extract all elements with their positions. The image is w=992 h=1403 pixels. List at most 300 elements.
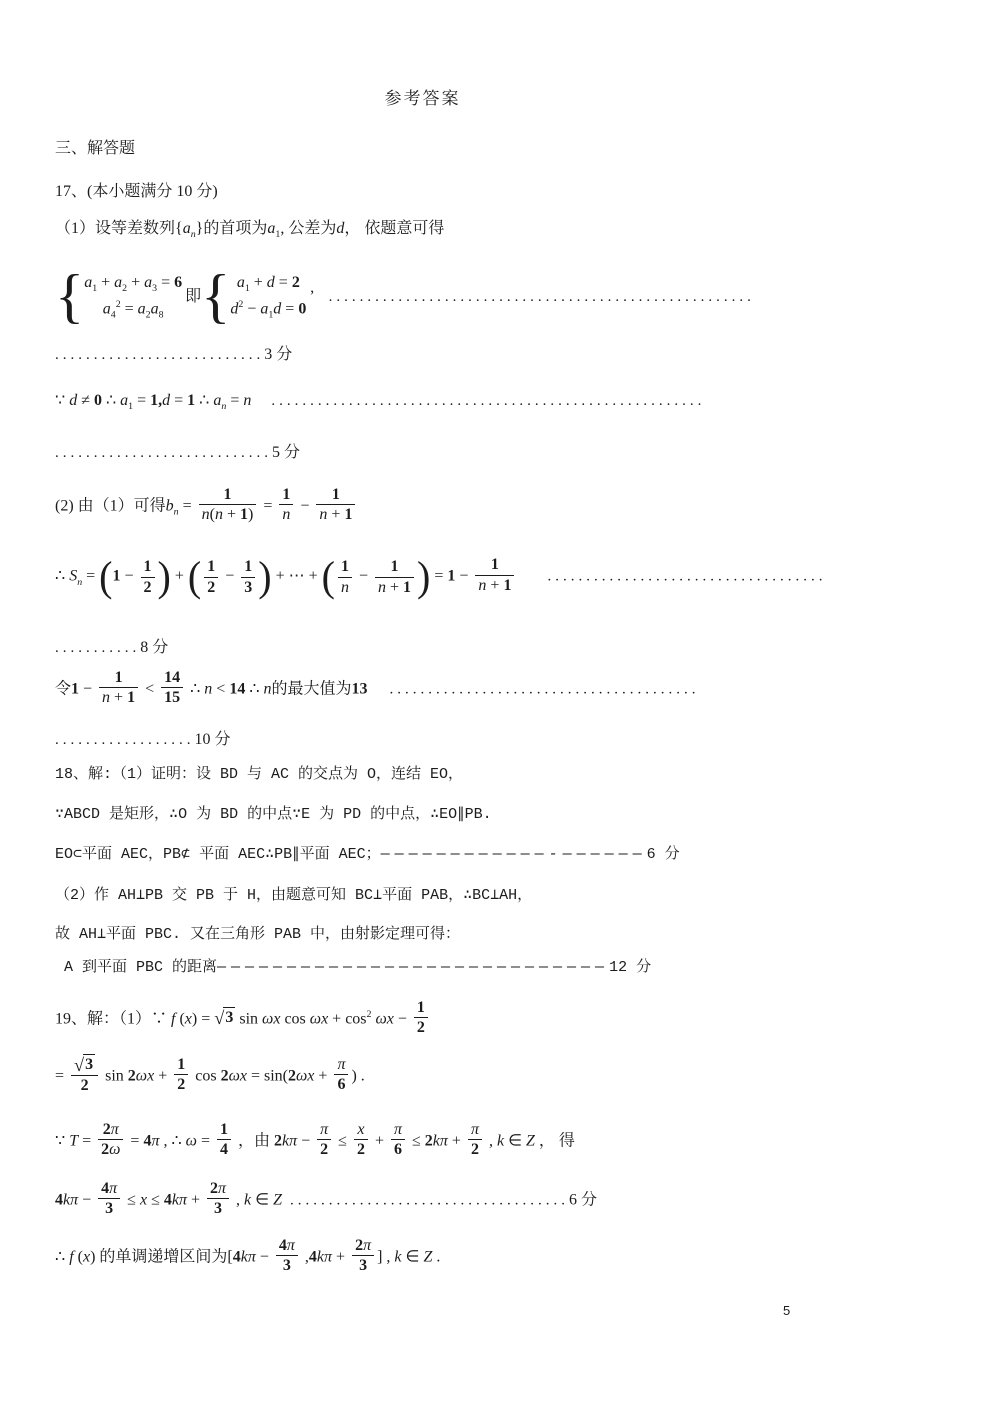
math-cases: { $a_1 + a_2 + a_3 = 6$ $a_4^2 = a_2a_8$ (55, 263, 183, 330)
math-text: = (196, 1132, 214, 1150)
math-num: 2 (210, 1180, 218, 1197)
math-var: a (102, 300, 111, 318)
math-num: 2 (355, 1237, 364, 1254)
math-num: 6 (337, 1076, 346, 1094)
math-num: 1 (112, 567, 121, 585)
math-text: = (82, 567, 100, 585)
math-sub: 1 (275, 229, 281, 241)
section-heading: 三、解答题 (55, 140, 136, 157)
math-sqrt: √ 3 (214, 1008, 234, 1029)
math-var: d (162, 392, 171, 409)
math-fraction (98, 1120, 123, 1159)
math-num: 2 (127, 1067, 136, 1085)
math-sub: 4 (110, 309, 116, 321)
math-fraction (217, 1120, 231, 1159)
math-num: 1 (223, 486, 232, 503)
q19-line-5 (55, 1238, 440, 1277)
math-text: + (332, 1248, 350, 1266)
math-num: 3 (214, 1200, 222, 1218)
math-text: + (154, 1067, 172, 1085)
math-num: 14 (164, 669, 181, 686)
math-num: 3 (244, 578, 253, 596)
math-num: 3 (105, 1200, 114, 1218)
math-var: π (110, 1121, 119, 1138)
q17-given-line (55, 219, 444, 242)
dot-leader: .................. (55, 732, 195, 748)
math-num: 1 (143, 558, 152, 576)
math-var: Z (273, 1191, 282, 1209)
math-text: − (243, 300, 261, 318)
math-sub: n (190, 229, 196, 241)
math-text: ∴ (101, 392, 121, 409)
math-var: π (218, 1180, 227, 1197)
math-num: 1 (344, 506, 353, 524)
math-fraction (141, 557, 155, 596)
math-num: 1 (403, 578, 412, 596)
math-text: ∴ (186, 680, 205, 698)
math-sup: 2 (115, 298, 121, 310)
q18-line-1: 18、解:（1）证明：设 BD 与 AC 的交点为 O，连结 EO， (55, 766, 464, 783)
math-sub: 1 (128, 401, 134, 413)
q17-sum-line (55, 552, 827, 601)
math-text: = (78, 1132, 96, 1150)
math-fraction (276, 1236, 298, 1275)
q18-line-6 (55, 959, 651, 978)
math-num: 2 (101, 1141, 110, 1159)
math-sup: 2 (238, 298, 244, 310)
math-var: a (260, 300, 269, 318)
math-text: A 到平面 PBC 的距离 (55, 959, 218, 976)
math-num: 1 (503, 576, 512, 594)
math-text: ) = (191, 1010, 215, 1028)
q17-score-5-line (55, 443, 300, 463)
math-var: ωx (262, 1010, 281, 1028)
math-var: π (337, 1056, 346, 1073)
math-text: ) 的单调递增区间为[ (90, 1248, 233, 1266)
math-text: ( (175, 1010, 185, 1028)
math-var: kπ (63, 1191, 79, 1209)
math-sup: 2 (366, 1009, 372, 1021)
dash-leader: ———————————————————————————— (217, 959, 610, 976)
math-num: 1 (219, 1121, 228, 1138)
math-num: 0 (298, 300, 307, 318)
math-fraction (99, 668, 138, 707)
math-num: 0 (93, 392, 102, 409)
math-var: n (204, 680, 213, 698)
math-var: Z (423, 1248, 433, 1266)
math-var: d (230, 300, 239, 318)
math-text: + (249, 274, 267, 292)
math-var: a (144, 274, 153, 292)
math-num: 1 (114, 669, 123, 686)
math-text: − (393, 1010, 411, 1028)
math-text: = (178, 497, 196, 515)
math-num: 3 (85, 1056, 94, 1073)
math-text: sin (235, 1010, 263, 1028)
math-text: + (97, 274, 115, 292)
math-num: 4 (278, 1237, 287, 1254)
dot-leader: ............................ (55, 445, 272, 461)
math-sub: 2 (145, 309, 151, 321)
math-text: ∴ (195, 392, 214, 409)
math-fraction (161, 668, 183, 707)
math-var: kπ (432, 1132, 448, 1150)
math-text: 5 分 (272, 444, 301, 461)
math-sub: n (173, 506, 179, 518)
math-text: + (110, 689, 128, 707)
math-text: ] , (377, 1248, 395, 1266)
math-var: n (319, 506, 328, 524)
math-var: π (151, 1132, 160, 1150)
math-var: kπ (282, 1132, 298, 1150)
math-num: 4 (308, 1248, 317, 1266)
dot-leader: .................................... (289, 1192, 569, 1209)
math-var: a (84, 274, 93, 292)
math-text: 的首项为 (203, 220, 268, 237)
math-text: + (222, 506, 241, 524)
math-text: + cos (328, 1010, 367, 1028)
math-text: + (327, 506, 345, 524)
math-text: − (255, 1248, 273, 1266)
math-num: 4 (55, 1191, 63, 1209)
math-num: 1 (187, 392, 196, 409)
math-var: π (109, 1180, 118, 1197)
math-var: ωx (135, 1067, 155, 1085)
math-fraction (352, 1236, 374, 1275)
q17-inequality-line (55, 670, 700, 709)
math-var: f (69, 1248, 74, 1266)
math-text: − (354, 567, 372, 585)
math-text: ∵ (55, 392, 70, 409)
math-num: 2 (416, 1019, 425, 1037)
page-title: 参考答案 (384, 89, 461, 108)
math-fraction (199, 485, 257, 524)
math-text: = (281, 300, 299, 318)
math-var: S (69, 567, 78, 585)
math-num: 1 (416, 999, 425, 1016)
q18-line-3 (55, 846, 680, 865)
q17-score-8-line (55, 638, 168, 658)
math-text: ， 依题意可得 (344, 220, 445, 237)
dash-leader: ————————————-—————— (380, 846, 647, 863)
math-num: 2 (291, 274, 300, 292)
math-fraction (204, 557, 218, 596)
math-var: n (243, 392, 252, 409)
q17-deduction-line (55, 391, 705, 414)
math-num: 1 (331, 486, 340, 503)
math-fraction (316, 485, 355, 524)
math-num: 4 (219, 1141, 228, 1159)
math-text: ，由 (233, 1132, 274, 1150)
math-text: 3 分 (264, 346, 293, 363)
math-text: , ∴ (159, 1132, 186, 1150)
math-text: ∵ (55, 1132, 70, 1150)
math-var: ωx (309, 1010, 329, 1028)
math-text: + (385, 578, 404, 596)
dot-leader: ....................................................... (328, 289, 755, 306)
math-num: 3 (359, 1257, 368, 1275)
math-text: − (455, 567, 473, 585)
math-sub: n (221, 401, 227, 413)
math-num: 2 (80, 1077, 89, 1095)
math-text: cos (191, 1067, 221, 1085)
math-text: = sin( (246, 1067, 288, 1085)
math-text: ) (248, 506, 254, 524)
math-text: ∴ (245, 680, 264, 698)
math-text: + (314, 1067, 332, 1085)
math-var: π (393, 1121, 402, 1138)
math-var: a (150, 300, 159, 318)
math-text: , (232, 1191, 245, 1209)
math-num: 1 (447, 567, 456, 585)
q18-line-5: 故 AH⊥平面 PBC. 又在三角形 PAB 中，由射影定理可得： (55, 926, 461, 943)
math-text: = (120, 300, 138, 318)
math-var: T (69, 1132, 79, 1150)
math-text: EO⊂平面 AEC，PB⊄ 平面 AEC∴PB∥平面 AEC； (55, 846, 381, 863)
math-num: 4 (163, 1191, 172, 1209)
math-sub: 2 (122, 283, 128, 295)
math-var: n (102, 689, 111, 707)
math-var: d (336, 220, 345, 237)
math-text: ， 得 (534, 1132, 575, 1150)
math-fraction (71, 1054, 98, 1095)
math-sub: 8 (158, 309, 164, 321)
math-var: n (478, 576, 487, 594)
math-var: n (282, 506, 291, 524)
math-var: a (114, 274, 123, 292)
page-number: 5 (783, 1303, 791, 1318)
math-text: ∴ (55, 1248, 70, 1266)
q17-score-3-line (55, 345, 292, 365)
math-var: d (266, 274, 275, 292)
math-text: cos (280, 1010, 310, 1028)
math-fraction (414, 998, 428, 1037)
math-fraction (207, 1179, 229, 1218)
math-num: 2 (220, 1067, 229, 1085)
math-var: kπ (240, 1248, 256, 1266)
math-text: ≤ (334, 1132, 351, 1150)
math-text: , (484, 1132, 497, 1150)
math-text: = (226, 392, 244, 409)
math-var: ω (185, 1132, 197, 1150)
math-sub: n (77, 576, 83, 588)
math-text: = (430, 567, 448, 585)
math-fraction (391, 1120, 405, 1159)
math-num: 4 (143, 1132, 152, 1150)
math-text: { (175, 220, 183, 237)
math-fraction (279, 485, 293, 524)
math-num: 1 (71, 680, 80, 698)
math-text: = (259, 497, 277, 515)
math-num: 1 (240, 506, 249, 524)
math-var: ωx (228, 1067, 247, 1085)
math-text: + ⋯ + (271, 567, 322, 585)
math-var: π (470, 1121, 479, 1138)
math-paren-group: ( $\frac{1}{2}$ − $\frac{1}{3}$ ) (187, 552, 272, 601)
dot-leader: ........................................ (389, 681, 700, 698)
math-paren-group: ( $\frac{1}{n}$ − $\frac{1}{n + 1}$ ) (321, 552, 431, 601)
math-num: 2 (102, 1121, 111, 1138)
math-text: + (370, 1132, 388, 1150)
math-var: x (82, 1248, 91, 1266)
math-fraction (317, 1120, 331, 1159)
math-num: 6 (174, 274, 183, 292)
math-var: kπ (316, 1248, 333, 1266)
math-var: ω (109, 1141, 121, 1159)
math-text: , 公差为 (280, 220, 337, 237)
math-var: d (273, 300, 282, 318)
q17-part2-bn-line (55, 487, 358, 526)
math-var: d (69, 392, 78, 409)
math-text: 令 (55, 680, 72, 698)
q17-heading: 17、(本小题满分 10 分) (55, 183, 218, 200)
math-var: π (320, 1121, 329, 1138)
dot-leader: ........................................................ (271, 393, 706, 409)
dot-leader: ........................... (55, 347, 265, 363)
math-text: < (141, 680, 159, 698)
math-num: 2 (207, 578, 216, 596)
math-var: x (139, 1191, 148, 1209)
math-var: π (286, 1237, 295, 1254)
dot-leader: ........... (55, 640, 141, 656)
math-text: 8 分 (140, 639, 169, 656)
math-num: 3 (225, 1009, 234, 1027)
math-fraction (354, 1120, 368, 1159)
math-fraction (174, 1055, 188, 1094)
math-num: 2 (288, 1067, 296, 1085)
math-var: π (363, 1237, 372, 1254)
q19-line-2 (55, 1056, 365, 1097)
q19-line-1 (55, 1000, 431, 1039)
math-num: 15 (164, 689, 181, 707)
math-text: + (447, 1132, 465, 1150)
math-text: ∴ (55, 567, 70, 585)
math-num: 2 (274, 1132, 282, 1150)
math-num: 2 (356, 1141, 365, 1159)
math-text: − (78, 1191, 96, 1209)
math-var: k (496, 1132, 505, 1150)
math-var: kπ (171, 1191, 187, 1209)
math-text: = (157, 274, 175, 292)
math-var: k (394, 1248, 402, 1266)
q17-score-10-line (55, 730, 231, 750)
math-text: = (126, 1132, 144, 1150)
math-text: ≤ (123, 1191, 140, 1209)
math-text: − (221, 567, 239, 585)
math-paren-group: ( 1 − $\frac{1}{2}$ ) (99, 552, 171, 601)
math-var: ωx (375, 1010, 394, 1028)
math-text: ∈ (251, 1191, 274, 1209)
math-fraction (468, 1120, 482, 1159)
math-sqrt: √ 3 (74, 1055, 94, 1075)
math-text: 的最大值为 (271, 680, 352, 698)
math-text: 19、解：（1）∵ (55, 1010, 172, 1028)
math-sub: 1 (268, 309, 274, 321)
math-text: 6 分 (646, 846, 680, 863)
math-sub: 1 (244, 283, 250, 295)
math-text: − (296, 497, 314, 515)
math-var: k (244, 1191, 252, 1209)
math-text: 10 分 (194, 731, 231, 748)
math-text: < (212, 680, 230, 698)
math-text: ∈ (504, 1132, 526, 1150)
math-num: 14 (229, 680, 246, 698)
math-num: 1 (207, 558, 216, 576)
math-cases: { $a_1 + d = 2$ $d^2 - a_1d = 0$ (201, 263, 307, 330)
q19-line-3 (55, 1122, 575, 1161)
q18-line-2: ∵ABCD 是矩形，∴O 为 BD 的中点∵E 为 PD 的中点，∴EO∥PB. (55, 806, 492, 823)
math-num: 13 (351, 680, 368, 698)
math-var: n (377, 578, 386, 596)
math-num: 1 (244, 558, 253, 576)
math-text: } (195, 220, 204, 237)
math-text: + (127, 274, 145, 292)
math-text: − (79, 680, 97, 698)
math-var: n (201, 506, 210, 524)
math-var: n (214, 506, 223, 524)
math-text: , (300, 1248, 309, 1266)
math-fraction (475, 555, 514, 594)
math-fraction (338, 557, 352, 596)
math-text: . (432, 1248, 441, 1266)
math-var: f (171, 1010, 176, 1028)
math-num: 2 (424, 1132, 433, 1150)
math-text: ≤ (408, 1132, 425, 1150)
math-var: ωx (296, 1067, 315, 1085)
math-text: ≠ (77, 392, 94, 409)
math-text: sin (101, 1067, 128, 1085)
math-var: b (165, 497, 174, 515)
math-text: 6 分 (568, 1191, 597, 1209)
math-text: = (133, 392, 151, 409)
q18-line-4: （2）作 AH⊥PB 交 PB 于 H，由题意可知 BC⊥平面 PAB，∴BC⊥AH， (55, 887, 533, 904)
math-var: x (184, 1010, 192, 1028)
math-fraction (241, 557, 255, 596)
math-num: 4 (232, 1248, 241, 1266)
math-text: （1）设等差数列 (55, 220, 176, 237)
math-text: ) . (351, 1067, 365, 1085)
math-num: 2 (320, 1141, 329, 1159)
math-text: ≤ (147, 1191, 164, 1209)
dot-leader: .................................... (547, 568, 827, 585)
math-var: Z (526, 1132, 535, 1150)
q17-system-line (55, 263, 755, 330)
math-num: 3 (282, 1257, 291, 1275)
math-num: 1 (177, 1056, 186, 1073)
math-text: + (170, 567, 188, 585)
math-text: 即 (185, 288, 202, 306)
math-text: = (170, 392, 188, 409)
math-num: 1, (150, 392, 163, 409)
math-text: = (274, 274, 292, 292)
math-var: a (267, 220, 276, 237)
math-text: 12 分 (609, 959, 652, 976)
math-text: + (486, 576, 504, 594)
math-var: x (357, 1121, 365, 1138)
math-text: ’ (309, 288, 315, 306)
math-text: ( (209, 506, 215, 524)
math-sub: 3 (152, 283, 158, 295)
math-var: n (340, 578, 349, 596)
math-fraction (334, 1055, 348, 1094)
math-num: 1 (490, 556, 499, 574)
math-var: n (263, 680, 272, 698)
math-var: a (182, 220, 191, 237)
math-num: 2 (143, 578, 152, 596)
math-var: a (213, 392, 222, 409)
math-num: 1 (390, 558, 399, 576)
math-num: 2 (470, 1141, 479, 1159)
